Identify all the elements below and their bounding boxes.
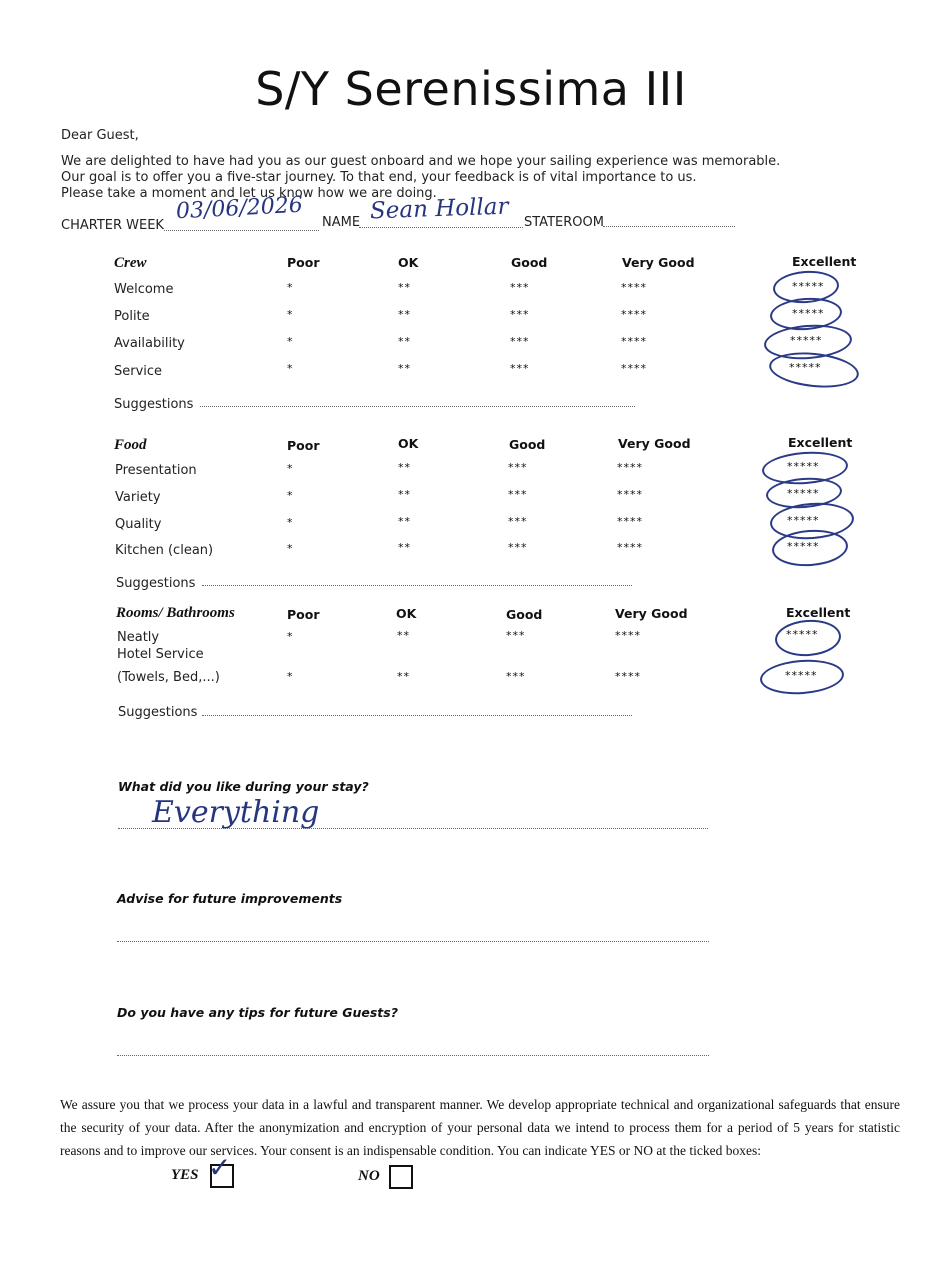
star-option-ok[interactable]: ** <box>398 488 411 501</box>
star-option-ok[interactable]: ** <box>398 335 411 348</box>
star-option-good[interactable]: *** <box>510 335 530 348</box>
question-liked-label: What did you like during your stay? <box>118 779 369 794</box>
star-option-ok[interactable]: ** <box>398 515 411 528</box>
intro-line-3: Please take a moment and let us know how we are doing. <box>61 186 437 201</box>
col-ok: OK <box>398 255 419 270</box>
consent-no-checkbox[interactable] <box>389 1165 413 1189</box>
col-ok: OK <box>398 436 419 451</box>
star-option-poor[interactable]: * <box>287 462 294 475</box>
row-label-kitchen-clean: Kitchen (clean) <box>115 543 214 558</box>
star-option-poor[interactable]: * <box>287 335 294 348</box>
col-excellent: Excellent <box>786 605 851 620</box>
question-improvements-label: Advise for future improvements <box>117 891 343 906</box>
consent-text: We assure you that we process your data in a lawful and transparent manner. We develop appropriate technical and organizational safeguards that ensure the security of your data. After the anonymization and encryption of your personal data we intend to process them for a period of 5 years for statistic reasons and to improve our services. Your consent is an indispensable condition. You can indicate YES or NO at the ticked boxes: <box>60 1097 900 1158</box>
star-option-excellent[interactable]: ***** <box>787 487 820 500</box>
star-option-good[interactable]: *** <box>510 308 530 321</box>
star-option-poor[interactable]: * <box>287 362 294 375</box>
suggestions-line-food[interactable] <box>202 585 632 586</box>
col-poor: Poor <box>287 607 320 622</box>
star-option-ok[interactable]: ** <box>397 670 410 683</box>
star-option-excellent[interactable]: ***** <box>787 514 820 527</box>
star-option-ok[interactable]: ** <box>398 461 411 474</box>
greeting: Dear Guest, <box>61 128 139 143</box>
star-option-ok[interactable]: ** <box>398 362 411 375</box>
section-title-rooms: Rooms/ Bathrooms <box>116 605 235 621</box>
name-value[interactable]: Sean Hollar <box>369 193 509 225</box>
selected-circle-mark <box>767 348 860 391</box>
stateroom-line[interactable] <box>603 226 735 227</box>
col-very-good: Very Good <box>622 255 695 270</box>
row-label-quality: Quality <box>115 517 162 532</box>
col-excellent: Excellent <box>788 435 853 450</box>
row-label-variety: Variety <box>115 490 161 505</box>
star-option-ok[interactable]: ** <box>398 281 411 294</box>
name-line <box>359 227 523 228</box>
star-option-good[interactable]: *** <box>506 670 526 683</box>
suggestions-label-food: Suggestions <box>116 576 196 591</box>
star-option-excellent[interactable]: ***** <box>792 307 825 320</box>
consent-yes-label: YES <box>171 1167 199 1183</box>
star-option-ok[interactable]: ** <box>398 541 411 554</box>
star-option-good[interactable]: *** <box>508 461 528 474</box>
star-option-very-good[interactable]: **** <box>617 488 643 501</box>
star-option-excellent[interactable]: ***** <box>786 628 819 641</box>
charter-week-value[interactable]: 03/06/2026 <box>175 192 304 225</box>
col-very-good: Very Good <box>615 606 688 621</box>
star-option-poor[interactable]: * <box>287 489 294 502</box>
col-ok: OK <box>396 606 417 621</box>
question-tips-line <box>117 1055 709 1056</box>
star-option-very-good[interactable]: **** <box>621 308 647 321</box>
col-good: Good <box>511 255 548 270</box>
star-option-good[interactable]: *** <box>510 281 530 294</box>
star-option-poor[interactable]: * <box>287 630 294 643</box>
question-liked-answer[interactable]: Everything <box>152 795 320 830</box>
star-option-excellent[interactable]: ***** <box>792 280 825 293</box>
star-option-poor[interactable]: * <box>287 281 294 294</box>
star-option-ok[interactable]: ** <box>397 629 410 642</box>
row-label-neatly: Neatly <box>117 630 160 645</box>
star-option-good[interactable]: *** <box>508 488 528 501</box>
star-option-excellent[interactable]: ***** <box>787 460 820 473</box>
star-option-very-good[interactable]: **** <box>621 335 647 348</box>
col-good: Good <box>509 437 546 452</box>
star-option-very-good[interactable]: **** <box>621 362 647 375</box>
row-label-hotel-service-detail: (Towels, Bed,...) <box>117 670 220 685</box>
row-label-availability: Availability <box>114 336 185 351</box>
star-option-excellent[interactable]: ***** <box>785 669 818 682</box>
star-option-excellent[interactable]: ***** <box>790 334 823 347</box>
question-tips-label: Do you have any tips for future Guests? <box>117 1005 398 1020</box>
intro-line-2: Our goal is to offer you a five-star journey. To that end, your feedback is of vital importance to us. <box>61 170 697 185</box>
star-option-poor[interactable]: * <box>287 670 294 683</box>
star-option-very-good[interactable]: **** <box>617 461 643 474</box>
row-label-welcome: Welcome <box>114 282 174 297</box>
row-label-hotel-service: Hotel Service <box>117 647 204 662</box>
suggestions-line-rooms[interactable] <box>202 715 632 716</box>
suggestions-line-crew[interactable] <box>200 406 635 407</box>
star-option-good[interactable]: *** <box>506 629 526 642</box>
selected-circle-mark <box>774 618 842 659</box>
section-title-food: Food <box>114 437 147 453</box>
col-poor: Poor <box>287 255 320 270</box>
row-label-polite: Polite <box>114 309 150 324</box>
star-option-very-good[interactable]: **** <box>621 281 647 294</box>
star-option-ok[interactable]: ** <box>398 308 411 321</box>
selected-circle-mark <box>759 657 845 697</box>
star-option-very-good[interactable]: **** <box>615 670 641 683</box>
checkmark-icon: ✓ <box>208 1151 232 1184</box>
star-option-very-good[interactable]: **** <box>617 541 643 554</box>
row-label-presentation: Presentation <box>115 463 197 478</box>
star-option-good[interactable]: *** <box>508 515 528 528</box>
star-option-poor[interactable]: * <box>287 542 294 555</box>
col-poor: Poor <box>287 438 320 453</box>
charter-week-line <box>164 230 319 231</box>
intro-line-1: We are delighted to have had you as our guest onboard and we hope your sailing experience was memorable. <box>61 154 781 169</box>
suggestions-label-rooms: Suggestions <box>118 705 198 720</box>
consent-no-label: NO <box>358 1168 380 1184</box>
star-option-good[interactable]: *** <box>508 541 528 554</box>
col-good: Good <box>506 607 543 622</box>
question-liked-line <box>118 828 708 829</box>
star-option-poor[interactable]: * <box>287 308 294 321</box>
name-label: NAME <box>322 215 361 230</box>
question-improvements-line <box>117 941 709 942</box>
stateroom-label: STATEROOM <box>524 215 604 230</box>
suggestions-label-crew: Suggestions <box>114 397 194 412</box>
star-option-very-good[interactable]: **** <box>615 629 641 642</box>
star-option-poor[interactable]: * <box>287 516 294 529</box>
row-label-service: Service <box>114 364 163 379</box>
col-very-good: Very Good <box>618 436 691 451</box>
star-option-good[interactable]: *** <box>510 362 530 375</box>
page-title: S/Y Serenissima III <box>255 62 687 116</box>
star-option-very-good[interactable]: **** <box>617 515 643 528</box>
section-title-crew: Crew <box>114 255 147 271</box>
star-option-excellent[interactable]: ***** <box>787 540 820 553</box>
charter-week-label: CHARTER WEEK <box>61 218 164 233</box>
col-excellent: Excellent <box>792 254 857 269</box>
star-option-excellent[interactable]: ***** <box>789 361 822 374</box>
